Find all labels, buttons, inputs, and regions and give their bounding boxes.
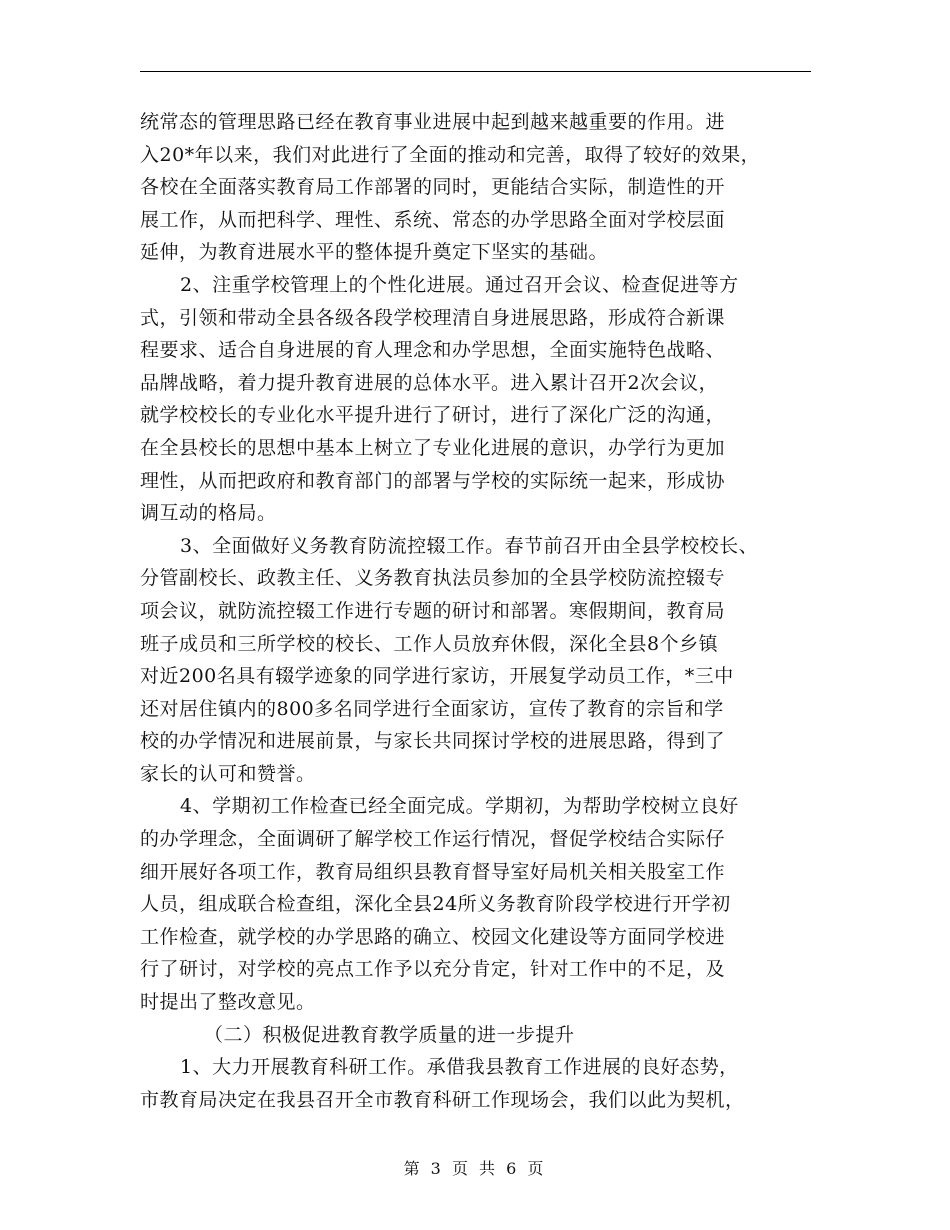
body-text — [140, 106, 820, 1116]
text-line: 细开展好各项工作，教育局组织县教育督导室好局机关相关股室工作 — [140, 860, 726, 883]
paragraph-start-line: 1、大力开展教育科研工作。承借我县教育工作进展的良好态势， — [180, 1056, 739, 1079]
text-line: 品牌战略，着力提升教育进展的总体水平。进入累计召开2次会议， — [140, 371, 719, 394]
text-line: 行了研讨，对学校的亮点工作予以充分肯定，针对工作中的不足，及 — [140, 958, 726, 981]
text-line: 的办学理念，全面调研了解学校工作运行情况，督促学校结合实际仔 — [140, 828, 726, 851]
text-line: 式，引领和带动全县各级各段学校理清自身进展思路，形成符合新课 — [140, 306, 726, 329]
text-line: 就学校校长的专业化水平提升进行了研讨，进行了深化广泛的沟通， — [140, 404, 726, 427]
header-rule — [140, 71, 811, 72]
text-line: 延伸，为教育进展水平的整体提升奠定下坚实的基础。 — [140, 241, 609, 264]
text-line: 展工作，从而把科学、理性、系统、常态的办学思路全面对学校层面 — [140, 208, 726, 231]
text-line: 项会议，就防流控辍工作进行专题的研讨和部署。寒假期间，教育局 — [140, 599, 726, 622]
text-line: 对近200名具有辍学迹象的同学进行家访，开展复学动员工作，*三中 — [140, 665, 734, 688]
text-line: 统常态的管理思路已经在教育事业进展中起到越来越重要的作用。进 — [140, 111, 726, 133]
text-line: 校的办学情况和进展前景，与家长共同探讨学校的进展思路，得到了 — [140, 730, 726, 753]
text-line: 调互动的格局。 — [140, 502, 277, 525]
paragraph-start-line: 4、学期初工作检查已经全面完成。学期初，为帮助学校树立良好 — [180, 795, 739, 818]
text-line: 在全县校长的思想中基本上树立了专业化进展的意识，办学行为更加 — [140, 436, 726, 459]
paragraph-start-line: 2、注重学校管理上的个性化进展。通过召开会议、检查促进等方 — [180, 273, 739, 296]
text-line: 家长的认可和赞誉。 — [140, 762, 316, 785]
text-line: 分管副校长、政教主任、义务教育执法员参加的全县学校防流控辍专 — [140, 567, 726, 590]
paragraph-start-line: 3、全面做好义务教育防流控辍工作。春节前召开由全县学校校长、 — [180, 534, 759, 557]
text-line: 各校在全面落实教育局工作部署的同时，更能结合实际，制造性的开 — [140, 176, 726, 199]
text-line: 入20*年以来，我们对此进行了全面的推动和完善，取得了较好的效果， — [140, 143, 761, 166]
text-line: 还对居住镇内的800多名同学进行全面家访，宣传了教育的宗旨和学 — [140, 697, 724, 720]
text-line: 工作检查，就学校的办学思路的确立、校园文化建设等方面同学校进 — [140, 925, 726, 948]
text-line: 人员，组成联合检查组，深化全县24所义务教育阶段学校进行开学初 — [140, 893, 731, 916]
text-line: 班子成员和三所学校的校长、工作人员放弃休假，深化全县8个乡镇 — [140, 632, 719, 655]
section-heading: （二）积极促进教育教学质量的进一步提升 — [204, 1023, 575, 1046]
text-line: 时提出了整改意见。 — [140, 991, 316, 1014]
text-line: 程要求、适合自身进展的育人理念和办学思想，全面实施特色战略、 — [140, 339, 726, 362]
text-line: 市教育局决定在我县召开全市教育科研工作现场会，我们以此为契机， — [140, 1088, 745, 1111]
page-number-footer: 第 3 页 共 6 页 — [403, 1159, 547, 1178]
text-line: 理性，从而把政府和教育部门的部署与学校的实际统一起来，形成协 — [140, 469, 726, 492]
